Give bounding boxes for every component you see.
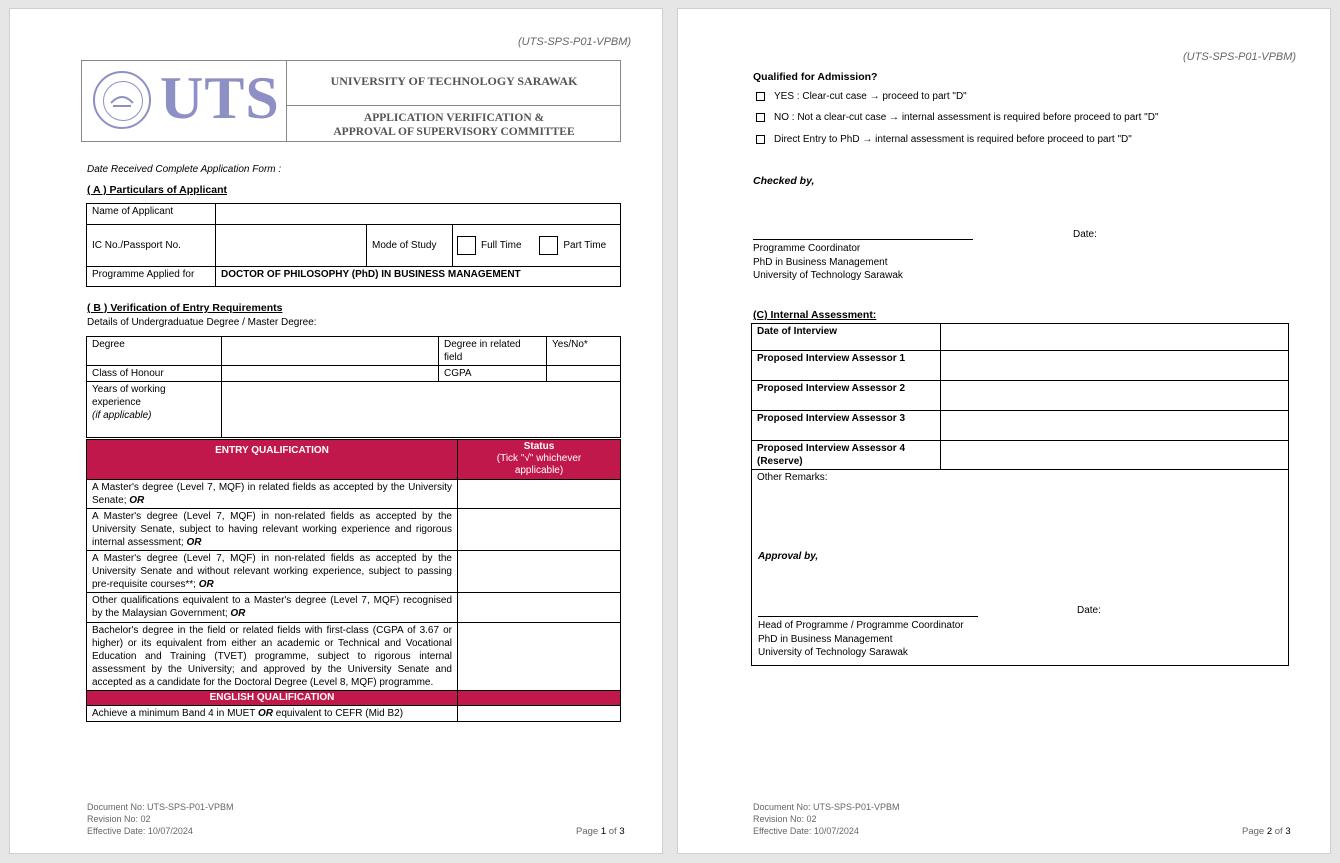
date-received-label: Date Received Complete Application Form : bbox=[87, 164, 282, 175]
date-interview-field[interactable] bbox=[941, 324, 1289, 351]
other-remarks-label: Other Remarks: bbox=[757, 472, 828, 483]
page-of: of bbox=[1274, 826, 1283, 837]
doc-reference: (UTS-SPS-P01-VPBM) bbox=[1183, 51, 1297, 63]
coordinator-title: Programme Coordinator bbox=[753, 243, 861, 254]
status-cell-2[interactable] bbox=[458, 509, 621, 551]
footer-effective-date: Effective Date: 10/07/2024 bbox=[753, 826, 859, 836]
ic-field[interactable] bbox=[216, 225, 367, 267]
footer-document-no: Document No: UTS-SPS-P01-VPBM bbox=[753, 802, 900, 812]
assessor-4-cell bbox=[752, 441, 941, 470]
status-header bbox=[458, 440, 621, 480]
doc-reference: (UTS-SPS-P01-VPBM) bbox=[518, 36, 632, 48]
or-label: OR bbox=[198, 579, 214, 590]
degree-field[interactable] bbox=[222, 337, 439, 366]
years-exp-cell bbox=[87, 382, 222, 438]
status-cell-1[interactable] bbox=[458, 480, 621, 509]
page-number-2 bbox=[1242, 826, 1291, 837]
university-name: UNIVERSITY OF TECHNOLOGY SARAWAK bbox=[287, 61, 621, 106]
qualification-text: A Master's degree (Level 7, MQF) in non-related fields as accepted by the University Senate, subject to having relevant working experience and rigorous internal assessment; bbox=[92, 511, 452, 548]
degree-label: Degree bbox=[87, 337, 222, 366]
remarks-cell bbox=[752, 470, 1289, 666]
uts-logo bbox=[82, 61, 287, 141]
coordinator-programme: PhD in Business Management bbox=[753, 256, 888, 268]
page2-footer bbox=[753, 801, 900, 837]
years-exp-field[interactable] bbox=[222, 382, 621, 438]
assessor-3-field[interactable] bbox=[941, 411, 1289, 441]
approver-programme: PhD in Business Management bbox=[758, 633, 893, 645]
class-honour-label: Class of Honour bbox=[87, 366, 222, 382]
approval-signature-line bbox=[758, 616, 978, 617]
section-a-heading: ( A ) Particulars of Applicant bbox=[87, 184, 228, 196]
page-total: 3 bbox=[619, 826, 625, 837]
assessor-2-label: Proposed Interview Assessor 2 bbox=[752, 381, 941, 411]
details-label: Details of Undergraduatue Degree / Master Degree: bbox=[87, 317, 317, 328]
page-current: 1 bbox=[600, 826, 607, 837]
status-cell-5[interactable] bbox=[458, 623, 621, 691]
document-page-2 bbox=[677, 8, 1331, 854]
reserve-label: (Reserve) bbox=[757, 456, 803, 467]
status-title: Status bbox=[523, 441, 555, 452]
muet-row bbox=[87, 706, 458, 722]
option-yes-label: YES : Clear-cut case → proceed to part "D" bbox=[774, 91, 967, 102]
entry-qualification-header: ENTRY QUALIFICATION bbox=[87, 440, 458, 480]
footer-effective-date: Effective Date: 10/07/2024 bbox=[87, 826, 193, 836]
uts-logo-text: UTS bbox=[160, 65, 280, 131]
document-page-1 bbox=[9, 8, 663, 854]
ic-label: IC No./Passport No. bbox=[87, 225, 216, 267]
name-field[interactable] bbox=[216, 204, 621, 225]
option-no bbox=[756, 112, 1159, 123]
checked-by-label: Checked by, bbox=[753, 175, 815, 187]
muet-text-1: Achieve a minimum Band 4 in MUET bbox=[92, 708, 256, 719]
qualification-row-1 bbox=[87, 480, 458, 509]
or-label: OR bbox=[258, 708, 273, 719]
page-total: 3 bbox=[1285, 826, 1291, 837]
footer-revision-no: Revision No: 02 bbox=[753, 814, 817, 824]
checkbox-icon[interactable] bbox=[756, 135, 765, 144]
yes-no-label: Yes/No* bbox=[547, 337, 621, 366]
date-interview-label: Date of Interview bbox=[752, 324, 941, 351]
page-label: Page bbox=[1242, 826, 1265, 837]
option-yes bbox=[756, 91, 967, 102]
signature-line bbox=[753, 239, 973, 240]
form-title-line2: APPROVAL OF SUPERVISORY COMMITTEE bbox=[333, 126, 575, 138]
programme-value: DOCTOR OF PHILOSOPHY (PhD) IN BUSINESS MANAGEMENT bbox=[216, 267, 621, 287]
approver-title: Head of Programme / Programme Coordinator bbox=[758, 620, 964, 631]
mode-label: Mode of Study bbox=[367, 225, 453, 267]
page-of: of bbox=[608, 826, 617, 837]
page1-footer bbox=[87, 801, 234, 837]
qualification-text: A Master's degree (Level 7, MQF) in related fields as accepted by the University Senate; bbox=[92, 482, 452, 506]
footer-revision-no: Revision No: 02 bbox=[87, 814, 151, 824]
part-time-checkbox[interactable] bbox=[539, 236, 558, 255]
years-exp-label: Years of working experience bbox=[92, 384, 166, 408]
english-qualification-header: ENGLISH QUALIFICATION bbox=[87, 691, 458, 706]
status-note-1: (Tick "√" whichever bbox=[496, 453, 582, 464]
status-cell-4[interactable] bbox=[458, 593, 621, 623]
form-title bbox=[287, 106, 621, 142]
qualification-row-5: Bachelor's degree in the field or related fields with first-class (CGPA of 3.67 or higher) or its equivalent from either an academic or Technical and Vocational Education and Training (TVET) programme, subject to rigorous internal assessment by the University; and approved by the University Senate and accepted as a candidate for the Doctoral Degree (Level 8, MQF) programme. bbox=[87, 623, 458, 691]
english-status-header bbox=[458, 691, 621, 706]
cgpa-field[interactable] bbox=[547, 366, 621, 382]
qualified-heading: Qualified for Admission? bbox=[753, 71, 878, 83]
status-note-2: applicable) bbox=[514, 465, 564, 476]
option-direct bbox=[756, 134, 1132, 145]
page-label: Page bbox=[576, 826, 599, 837]
qualification-row-3 bbox=[87, 551, 458, 593]
qualification-text: A Master's degree (Level 7, MQF) in non-related fields as accepted by the University Senate and without relevant working experience, subject to passing pre-requisite courses**; bbox=[92, 553, 452, 590]
programme-label: Programme Applied for bbox=[87, 267, 216, 287]
mode-options bbox=[453, 225, 621, 267]
particulars-table bbox=[86, 203, 621, 287]
section-c-heading: (C) Internal Assessment: bbox=[753, 309, 877, 321]
document-header bbox=[81, 60, 621, 142]
approval-by-label: Approval by, bbox=[758, 551, 819, 562]
page-number-1 bbox=[576, 826, 625, 837]
option-direct-label: Direct Entry to PhD → internal assessment is required before proceed to part "D" bbox=[774, 134, 1132, 145]
form-title-line1: APPLICATION VERIFICATION & bbox=[363, 112, 545, 124]
page-current: 2 bbox=[1266, 826, 1273, 837]
entry-qualification-table bbox=[86, 439, 621, 722]
or-label: OR bbox=[129, 495, 145, 506]
internal-assessment-table bbox=[751, 323, 1289, 666]
english-status-cell[interactable] bbox=[458, 706, 621, 722]
assessor-4-label: Proposed Interview Assessor 4 bbox=[757, 443, 906, 454]
assessor-1-label: Proposed Interview Assessor 1 bbox=[752, 351, 941, 381]
university-seal-icon bbox=[93, 71, 151, 129]
assessor-3-label: Proposed Interview Assessor 3 bbox=[752, 411, 941, 441]
degree-table bbox=[86, 336, 621, 438]
approver-block bbox=[758, 619, 964, 660]
name-label: Name of Applicant bbox=[87, 204, 216, 225]
muet-text-2: equivalent to CEFR (Mid B2) bbox=[275, 708, 404, 719]
qualification-row-4 bbox=[87, 593, 458, 623]
checkbox-icon[interactable] bbox=[756, 92, 765, 101]
status-cell-3[interactable] bbox=[458, 551, 621, 593]
section-b-heading: ( B ) Verification of Entry Requirements bbox=[87, 302, 283, 314]
cgpa-label: CGPA bbox=[439, 366, 547, 382]
qualification-row-2 bbox=[87, 509, 458, 551]
coordinator-block bbox=[753, 242, 903, 283]
or-label: OR bbox=[230, 608, 246, 619]
qualification-text: Other qualifications equivalent to a Master's degree (Level 7, MQF) recognised by the Malaysian Government; bbox=[92, 595, 452, 619]
class-honour-field[interactable] bbox=[222, 366, 439, 382]
assessor-1-field[interactable] bbox=[941, 351, 1289, 381]
date-label: Date: bbox=[1073, 229, 1097, 240]
if-applicable-label: (if applicable) bbox=[92, 410, 152, 421]
full-time-checkbox[interactable] bbox=[457, 236, 476, 255]
or-label: OR bbox=[186, 537, 202, 548]
checkbox-icon[interactable] bbox=[756, 113, 765, 122]
approver-university: University of Technology Sarawak bbox=[758, 647, 908, 658]
part-time-label: Part Time bbox=[563, 240, 607, 252]
approval-date-label: Date: bbox=[1077, 605, 1101, 616]
assessor-4-field[interactable] bbox=[941, 441, 1289, 470]
degree-related-label: Degree in related field bbox=[439, 337, 547, 366]
option-no-label: NO : Not a clear-cut case → internal assessment is required before proceed to part "D" bbox=[774, 112, 1159, 123]
assessor-2-field[interactable] bbox=[941, 381, 1289, 411]
footer-document-no: Document No: UTS-SPS-P01-VPBM bbox=[87, 802, 234, 812]
coordinator-university: University of Technology Sarawak bbox=[753, 270, 903, 281]
full-time-label: Full Time bbox=[481, 240, 522, 252]
